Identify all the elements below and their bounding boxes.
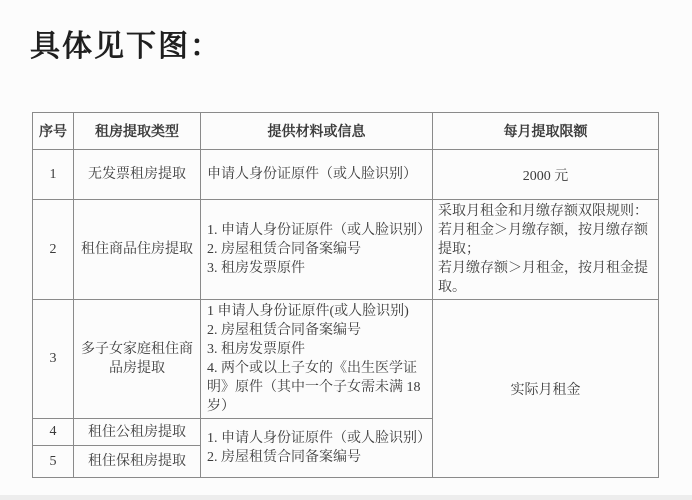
cell-limit bbox=[433, 200, 659, 300]
cell-materials bbox=[201, 150, 433, 200]
table-row bbox=[33, 300, 659, 419]
cell-type: 租住商品住房提取 bbox=[74, 200, 201, 300]
material-line: 2. 房屋租赁合同备案编号 bbox=[207, 242, 361, 257]
table-row bbox=[33, 200, 659, 300]
limit-rule-line: 若月租金＞月缴存额，按月缴存额提取； bbox=[438, 223, 648, 257]
material-line: 申请人身份证原件（或人脸识别） bbox=[207, 167, 417, 182]
table-header-row bbox=[33, 113, 659, 150]
header-type: 租房提取类型 bbox=[74, 113, 201, 150]
cell-no: 4 bbox=[33, 419, 74, 446]
material-line: 2. 房屋租赁合同备案编号 bbox=[207, 450, 361, 465]
material-line: 1. 申请人身份证原件（或人脸识别） bbox=[207, 223, 431, 238]
cell-materials bbox=[201, 200, 433, 300]
cell-type: 租住公租房提取 bbox=[74, 419, 201, 446]
material-line: 3. 租房发票原件 bbox=[207, 342, 305, 357]
header-limit: 每月提取限额 bbox=[433, 113, 659, 150]
cell-limit-merged: 实际月租金 bbox=[433, 300, 659, 478]
material-line: 4. 两个或以上子女的《出生医学证明》原件（其中一个子女需未满 18 岁） bbox=[207, 361, 421, 414]
cell-type: 租住保租房提取 bbox=[74, 446, 201, 478]
header-materials: 提供材料或信息 bbox=[201, 113, 433, 150]
table-row bbox=[33, 150, 659, 200]
cell-no: 1 bbox=[33, 150, 74, 200]
cell-type: 无发票租房提取 bbox=[74, 150, 201, 200]
limit-rule-line: 若月缴存额＞月租金，按月租金提取。 bbox=[438, 261, 648, 295]
material-line: 1 申请人身份证原件(或人脸识别) bbox=[207, 304, 409, 319]
cell-materials bbox=[201, 300, 433, 419]
cell-no: 5 bbox=[33, 446, 74, 478]
page-bottom-edge bbox=[0, 495, 692, 500]
material-line: 3. 租房发票原件 bbox=[207, 261, 305, 276]
cell-type: 多子女家庭租住商品房提取 bbox=[74, 300, 201, 419]
cell-limit: 2000 元 bbox=[433, 150, 659, 200]
header-no: 序号 bbox=[33, 113, 74, 150]
limit-rule-line: 采取月租金和月缴存额双限规则： bbox=[438, 204, 648, 219]
rental-withdrawal-table bbox=[32, 112, 659, 478]
page-title: 具体见下图： bbox=[30, 30, 222, 63]
cell-materials-merged bbox=[201, 419, 433, 478]
cell-no: 2 bbox=[33, 200, 74, 300]
cell-no: 3 bbox=[33, 300, 74, 419]
material-line: 2. 房屋租赁合同备案编号 bbox=[207, 323, 361, 338]
material-line: 1. 申请人身份证原件（或人脸识别） bbox=[207, 431, 431, 446]
